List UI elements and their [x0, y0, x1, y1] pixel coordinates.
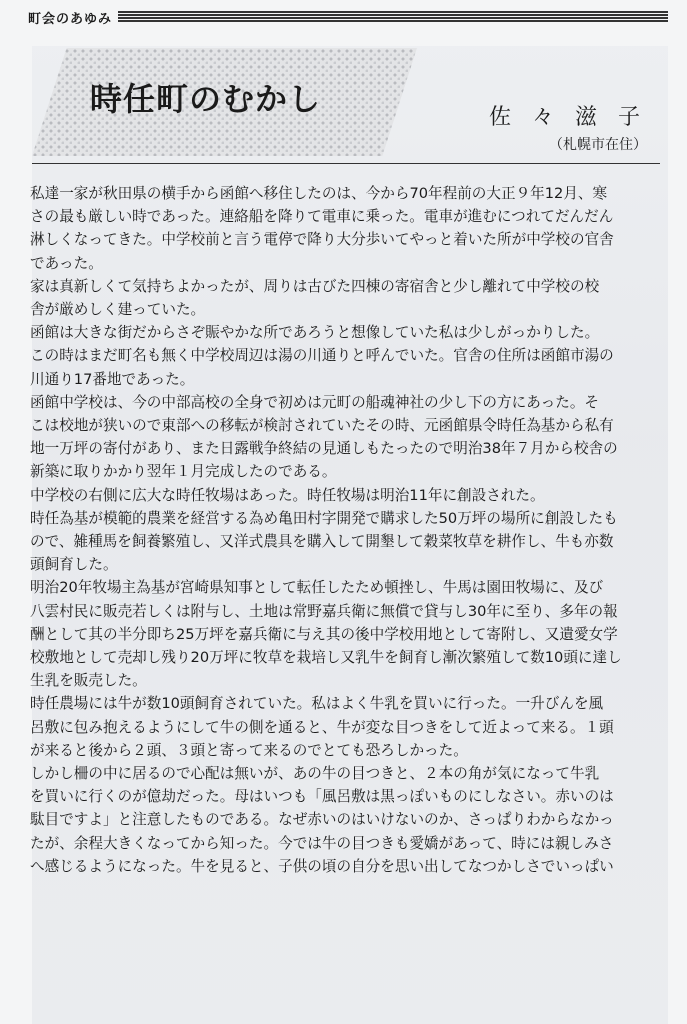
text-line: 時任農場には牛が数10頭飼育されていた。私はよく牛乳を買いに行った。一升びんを風	[30, 695, 604, 713]
author-residence: （札幌市在住）	[549, 137, 647, 153]
text-line: 家は真新しくて気持ちよかったが、周りは古びた四棟の寄宿舎と少し離れて中学校の校	[30, 277, 600, 295]
author-name: 佐 々 滋 子	[489, 105, 647, 130]
text-line: 時任為基が模範的農業を経営する為め亀田村字開発で購求した50万坪の場所に創設したも	[30, 509, 618, 527]
paragraph	[30, 182, 666, 275]
section-label: 町会のあゆみ	[28, 11, 113, 27]
text-line: が来ると後から２頭、３頭と寄って来るのでとても恐ろしかった。	[30, 741, 468, 759]
text-line: ので、雑種馬を飼養繁殖し、又洋式農具を購入して開墾して穀菜牧草を耕作し、牛も亦数	[30, 533, 614, 551]
text-line: 私達一家が秋田県の横手から函館へ移住したのは、今から70年程前の大正９年12月、寒	[30, 185, 608, 202]
paragraph	[30, 576, 666, 692]
text-line: しかし柵の中に居るので心配は無いが、あの牛の目つきと、２本の角が気になって牛乳	[30, 765, 600, 783]
paragraph	[30, 692, 666, 762]
text-line: 川通り17番地であった。	[30, 370, 195, 388]
text-line: 舎が厳めしく建っていた。	[30, 301, 206, 319]
text-line: こは校地が狭いので東部への移転が検討されていたその時、元函館県令時任為基から私有	[30, 417, 614, 435]
text-line: 淋しくなってきた。中学校前と言う電停で降り大分歩いてやっと着いた所が中学校の官舎	[30, 231, 614, 249]
text-line: へ感じるようになった。牛を見ると、子供の頃の自分を思い出してなつかしさでいっぱい	[30, 857, 614, 875]
text-line: 生乳を販売した。	[30, 672, 147, 690]
paragraph	[30, 484, 666, 577]
text-line: 校敷地として売却し残り20万坪に牧草を栽培し又乳牛を飼育し漸次繁殖して数10頭に達し	[30, 649, 622, 667]
paragraph	[30, 391, 666, 484]
text-line: さの最も厳しい時であった。連絡船を降りて電車に乗った。電車が進むにつれてだんだん	[30, 208, 614, 226]
text-line: 明治20年牧場主為基が宮崎県知事として転任したため頓挫し、牛馬は園田牧場に、及び	[30, 579, 604, 597]
text-line: 駄目ですよ」と注意したものである。なぜ赤いのはいけないのか、さっぱりわからなかっ	[30, 811, 614, 829]
text-line: 呂敷に包み抱えるようにして牛の側を通ると、牛が変な目つきをして近よって来る。１頭	[30, 718, 614, 736]
header-rule	[118, 11, 668, 23]
text-line: 八雲村民に販売若しくは附与し、土地は常野嘉兵衛に無償で貸与し30年に至り、多年の報	[30, 602, 618, 620]
paragraph	[30, 275, 666, 321]
section-header	[28, 6, 668, 28]
text-line: 函館中学校は、今の中部高校の全身で初めは元町の船魂神社の少し下の方にあった。そ	[30, 393, 600, 411]
text-line: 新築に取りかかり翌年１月完成したのである。	[30, 463, 337, 481]
text-line: 函館は大きな街だからさぞ賑やかな所であろうと想像していた私は少しがっかりした。	[30, 324, 600, 342]
title-divider	[32, 163, 660, 164]
text-line: を買いに行くのが億劫だった。母はいつも「風呂敷は黒っぽいものにしなさい。赤いのは	[30, 788, 614, 806]
article-title: 時任町のむかし	[90, 80, 322, 118]
text-line: 中学校の右側に広大な時任牧場はあった。時任牧場は明治11年に創設された。	[30, 486, 545, 504]
article-body	[30, 182, 666, 878]
text-line: であった。	[30, 254, 103, 272]
text-line: 地一万坪の寄付があり、また日露戦争終結の見通しもたったので明治38年７月から校舎の	[30, 440, 618, 458]
paragraph	[30, 762, 666, 878]
text-line: 酬として其の半分即ち25万坪を嘉兵衛に与え其の後中学校用地として寄附し、又遺愛女学	[30, 625, 618, 643]
paragraph	[30, 321, 666, 391]
text-line: 頭飼育した。	[30, 556, 118, 574]
text-line: この時はまだ町名も無く中学校周辺は湯の川通りと呼んでいた。官舎の住所は函館市湯の	[30, 347, 614, 365]
text-line: たが、余程大きくなってから知った。今では牛の目つきも愛嬌があって、時には親しみさ	[30, 834, 614, 852]
